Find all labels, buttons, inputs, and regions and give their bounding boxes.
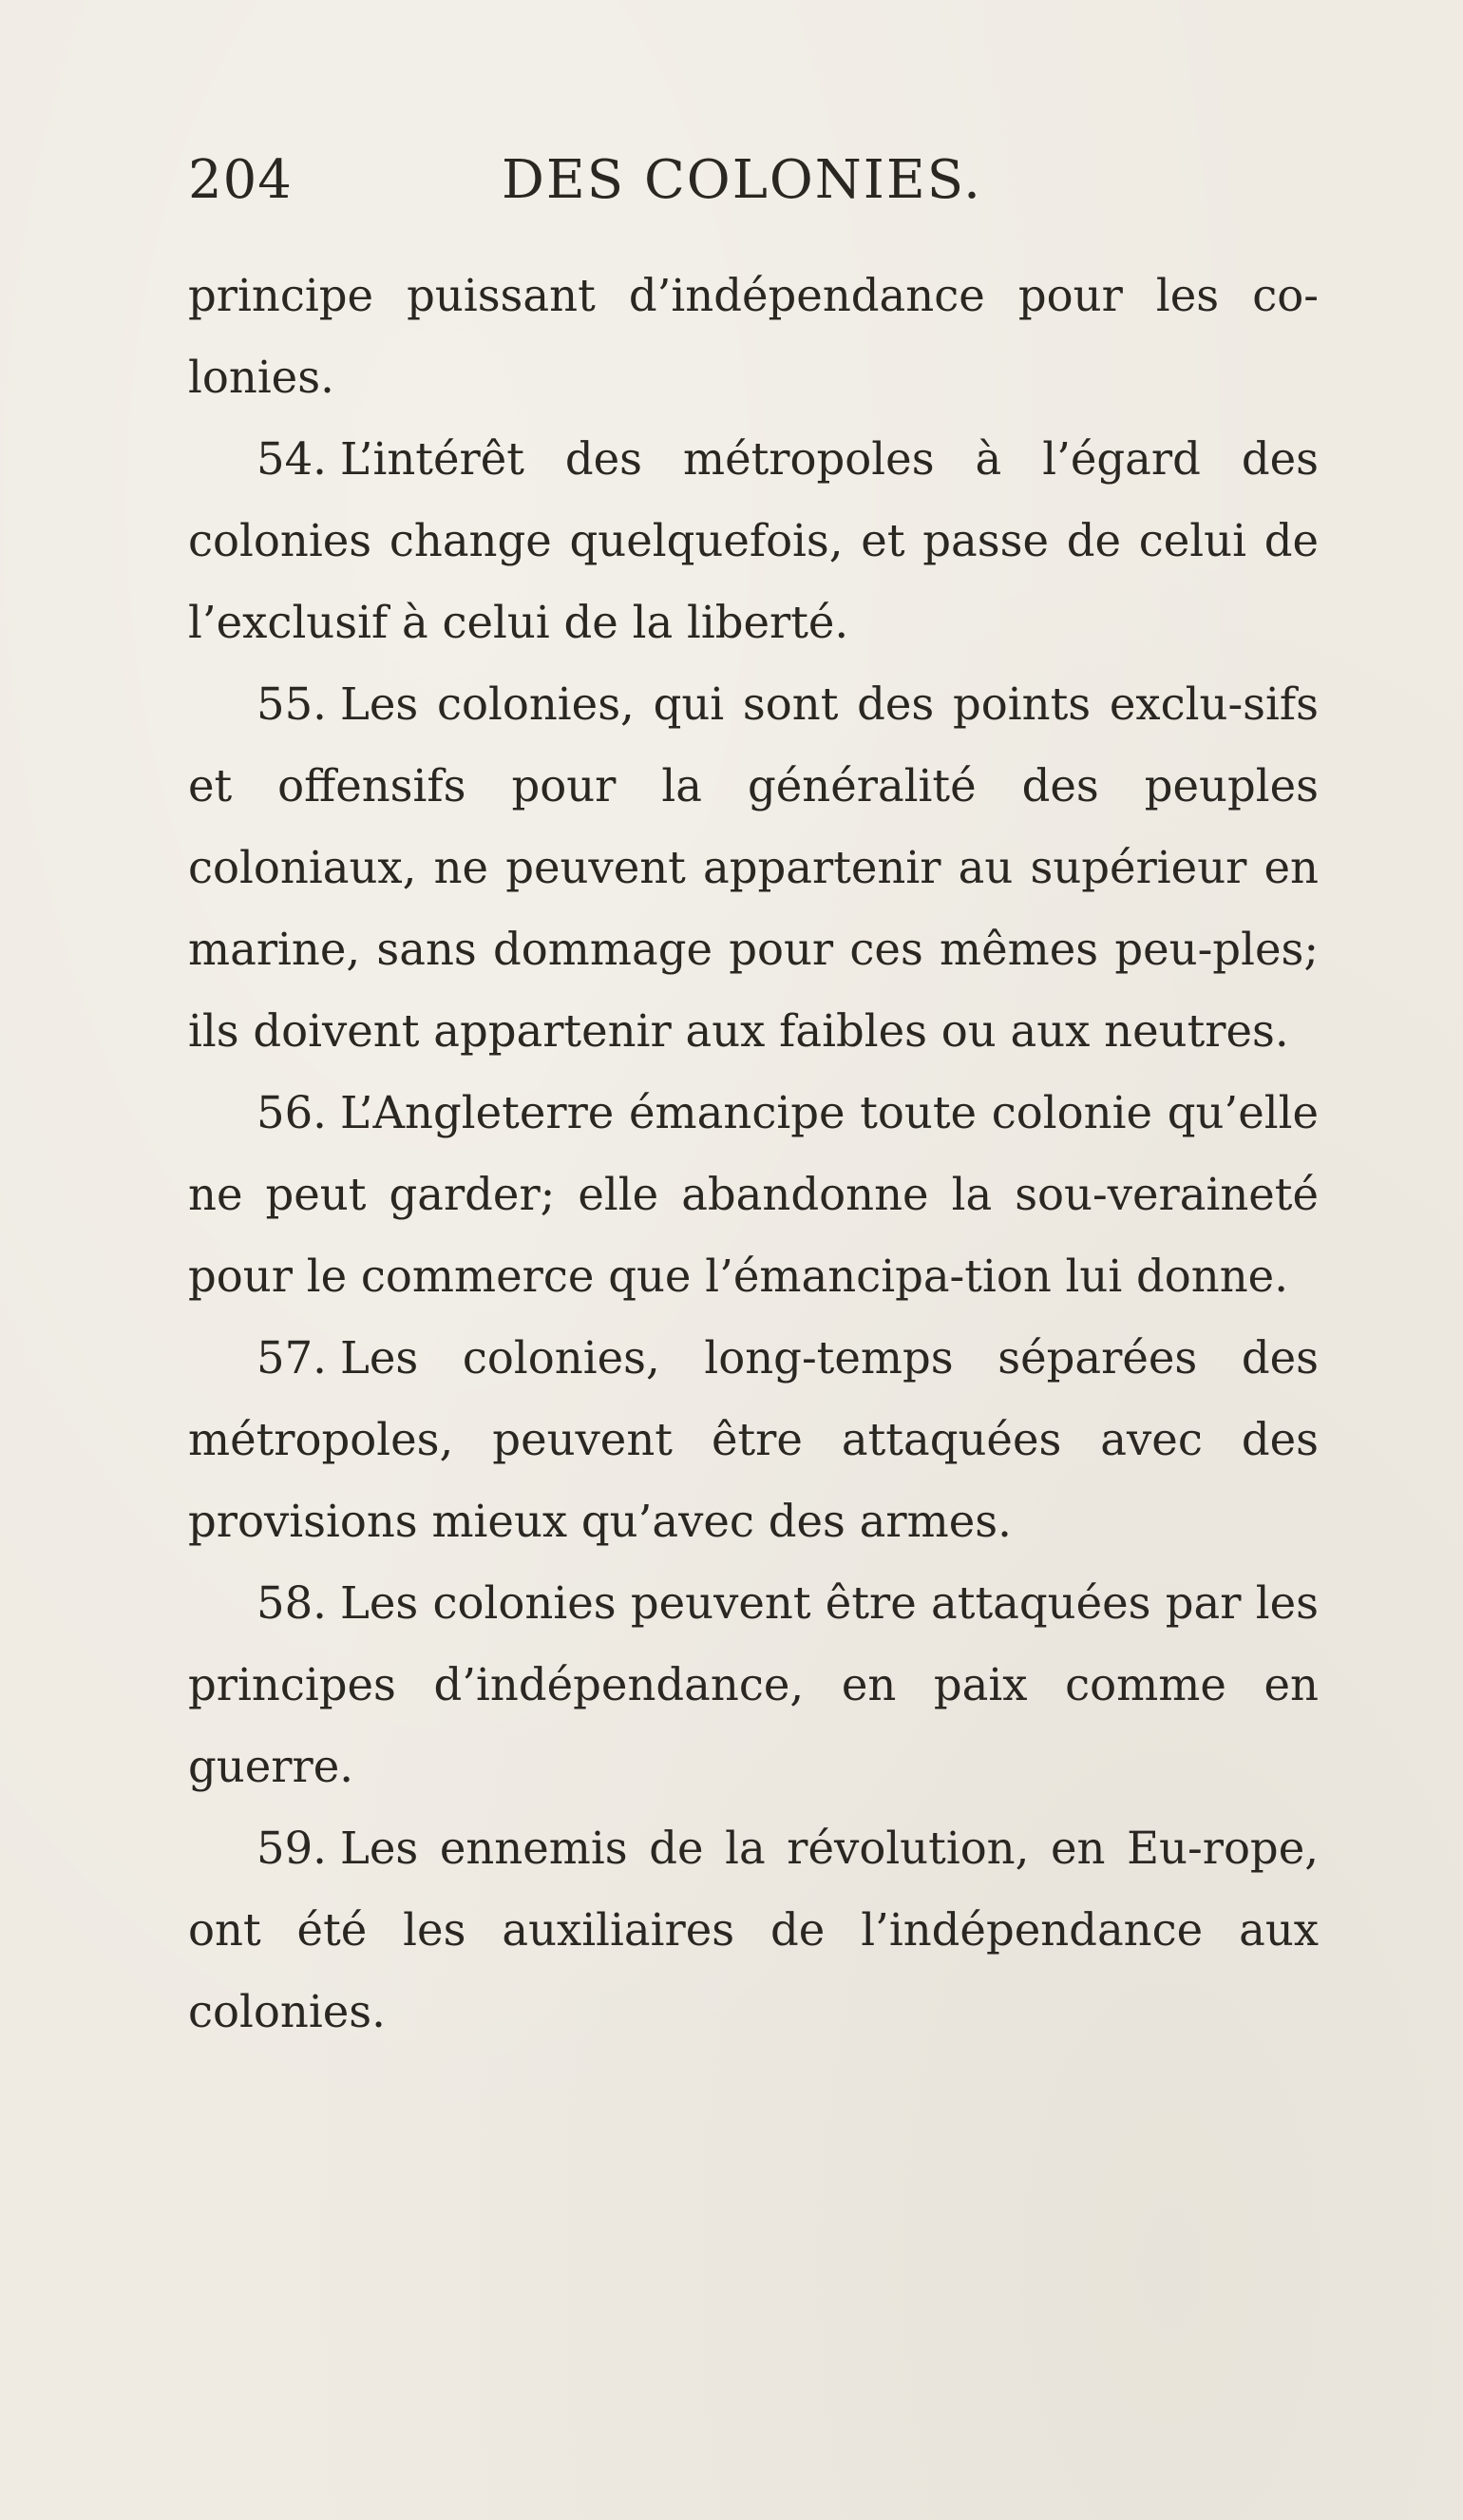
paragraph-text: L’Angleterre émancipe toute colonie qu’elle ne peut garder; elle abandonne la sou-veraineté pour le commerce que l’émancipa-tion lui donne. <box>188 1087 1319 1302</box>
paragraph-text: Les colonies, long-temps séparées des métropoles, peuvent être attaquées avec des provisions mieux qu’avec des armes. <box>188 1332 1319 1547</box>
paragraph-number: 57. <box>256 1332 327 1384</box>
paragraph-text: Les colonies peuvent être attaquées par les principes d’indépendance, en paix comme en guerre. <box>188 1577 1319 1792</box>
paragraph-continuation <box>188 255 1319 418</box>
paragraph-text: Les colonies, qui sont des points exclu-sifs et offensifs pour la généralité des peuples coloniaux, ne peuvent appartenir au supérieur en marine, sans dommage pour ces mêmes peu-ples; ils doivent appartenir aux faibles ou aux neutres. <box>188 678 1319 1057</box>
body-text <box>188 255 1319 2052</box>
running-title: DES COLONIES. <box>502 149 982 211</box>
paragraph-number: 56. <box>256 1087 327 1138</box>
page-number: 204 <box>188 149 293 211</box>
paragraph-number: 59. <box>256 1823 327 1874</box>
paragraph-number: 58. <box>256 1577 327 1629</box>
paragraph-54 <box>188 418 1319 663</box>
paragraph-text: L’intérêt des métropoles à l’égard des colonies change quelquefois, et passe de celui de l’exclusif à celui de la liberté. <box>188 433 1319 648</box>
paragraph-58 <box>188 1562 1319 1807</box>
paragraph-59 <box>188 1807 1319 2052</box>
paragraph-56 <box>188 1072 1319 1317</box>
paragraph-number: 55. <box>256 678 327 730</box>
paragraph-57 <box>188 1317 1319 1562</box>
paragraph-text: principe puissant d’indépendance pour les co-lonies. <box>188 270 1319 403</box>
paragraph-text: Les ennemis de la révolution, en Eu-rope, ont été les auxiliaires de l’indépendance aux colonies. <box>188 1823 1319 2037</box>
page-header <box>188 143 1328 219</box>
paragraph-55 <box>188 663 1319 1072</box>
paragraph-number: 54. <box>256 433 327 485</box>
